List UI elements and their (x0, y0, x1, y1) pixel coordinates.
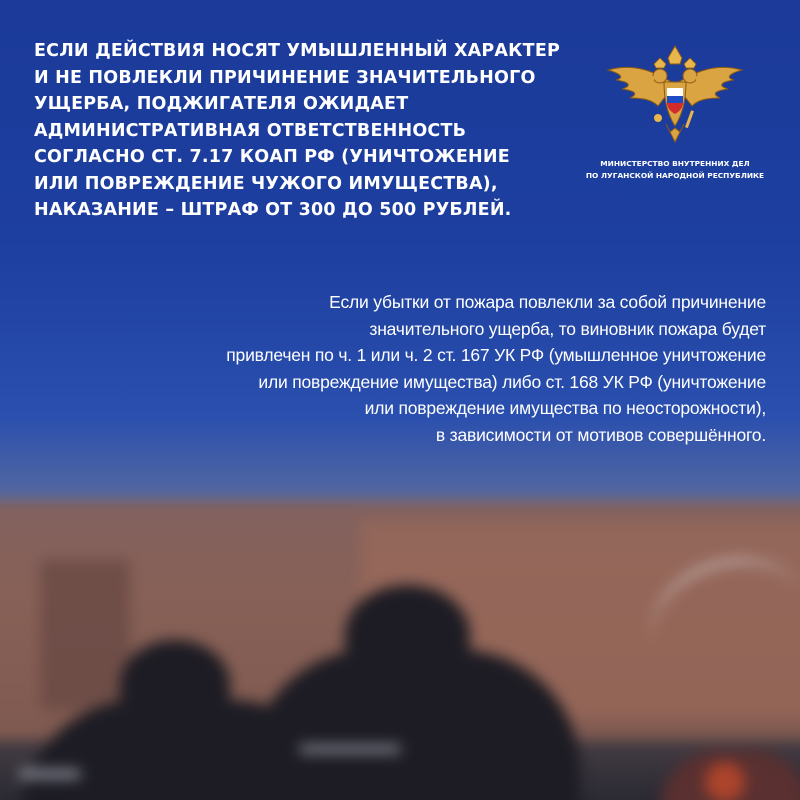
double-headed-eagle-icon (602, 36, 748, 156)
body-line: или повреждение имущества) либо ст. 168 УК РФ (уничтожение (258, 371, 766, 392)
headline-line: НАКАЗАНИЕ – ШТРАФ ОТ 300 ДО 500 РУБЛЕЙ. (34, 200, 512, 220)
ministry-logo (580, 36, 770, 186)
headline-line: УЩЕРБА, ПОДЖИГАТЕЛЯ ОЖИДАЕТ (34, 94, 409, 114)
ministry-name (580, 158, 770, 182)
headline-line: СОГЛАСНО СТ. 7.17 КОАП РФ (УНИЧТОЖЕНИЕ (34, 147, 510, 167)
headline-line: И НЕ ПОВЛЕКЛИ ПРИЧИНЕНИЕ ЗНАЧИТЕЛЬНОГО (34, 67, 536, 88)
ministry-name-line: ПО ЛУГАНСКОЙ НАРОДНОЙ РЕСПУБЛИКЕ (585, 171, 765, 180)
body-line: привлечен по ч. 1 или ч. 2 ст. 167 УК РФ (умышленное уничтожение (226, 345, 766, 366)
uniform-stripe (300, 745, 400, 753)
police-officer-head (345, 585, 470, 685)
headline-line: АДМИНИСТРАТИВНАЯ ОТВЕТСТВЕННОСТЬ (34, 120, 467, 141)
headline (34, 38, 594, 224)
uniform-stripe (20, 770, 80, 778)
body-line: значительного ущерба, то виновник пожара будет (369, 318, 766, 339)
headline-line: ЕСЛИ ДЕЙСТВИЯ НОСЯТ УМЫШЛЕННЫЙ ХАРАКТЕР (34, 41, 560, 61)
police-officer-head (120, 640, 230, 730)
body-line: в зависимости от мотивов совершённого. (435, 424, 766, 445)
firefighter-helmet (705, 762, 745, 800)
body-line: или повреждение имущества по неосторожности), (364, 398, 766, 419)
body-line: Если убытки от пожара повлекли за собой причинение (329, 292, 766, 312)
body-paragraph (166, 289, 766, 449)
headline-line: ИЛИ ПОВРЕЖДЕНИЕ ЧУЖОГО ИМУЩЕСТВА), (34, 173, 498, 194)
ministry-name-line: МИНИСТЕРСТВО ВНУТРЕННИХ ДЕЛ (600, 159, 750, 168)
background-pillar (40, 560, 130, 710)
